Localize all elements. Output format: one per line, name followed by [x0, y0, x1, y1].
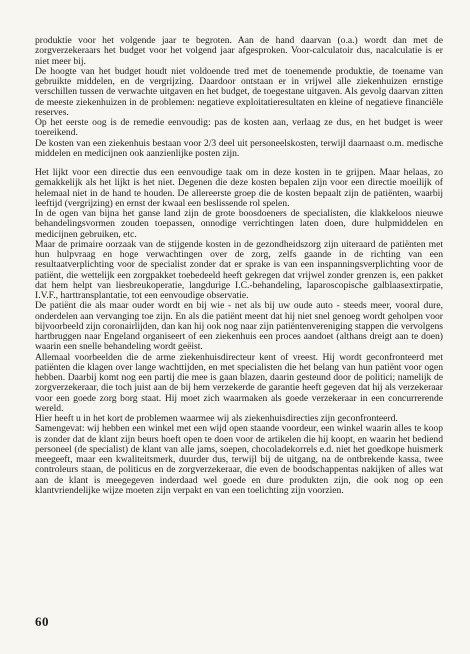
paragraph: De kosten van een ziekenhuis bestaan voor 2/3 deel uit personeelskosten, terwijl daarnaast o.m. medische middelen en medicijnen ook aanzienlijke posten zijn. [35, 137, 443, 159]
paragraph: Op het eerste oog is de remedie eenvoudig: pas de kosten aan, verlaag ze dus, en het budget is weer toereikend. [35, 117, 443, 139]
paragraph: De hoogte van het budget houdt niet voldoende tred met de toenemende produktie, de toename van gebruikte middelen, en de vergrijzing. Daardoor ontstaan er in vrijwel alle ziekenhuizen ernstige verschillen tussen de verwachte uitgaven en het budget, de toegestane uitgaven. Als gevolg daarvan zitten de meeste ziekenhuizen in de problemen: negatieve exploitatieresultaten en kleine of negatieve financiële reserves. [35, 65, 443, 118]
section-1 [35, 36, 443, 159]
paragraph: produktie voor het volgende jaar te begroten. Aan de hand daarvan (o.a.) wordt dan met de zorgverzekeraars het budget voor het volgend jaar afgesproken. Voor-calculatoir dus, nacalculatie is er niet meer bij. [35, 35, 443, 67]
page-number: 60 [35, 614, 49, 629]
paragraph: Allemaal voorbeelden die de arme ziekenhuisdirecteur kent of vreest. Hij wordt geconfronteerd met patiënten die klagen over lange wachttijden, en met specialisten die het belang van hun patiënt voor ogen hebben. Daarbij komt nog een partij die mee is gaan blazen, daarin gesteund door de politici; namelijk de zorgverzekeraar, die toch juist aan de bij hem verzekerde de garantie heeft gegeven dat hij als verzekeraar voor een goede zorg borg staat. Hij moet zich waarmaken als goede verzekeraar in een concurrerende wereld. [35, 351, 443, 414]
paragraph: Samengevat: wij hebben een winkel met een wijd open staande voordeur, een winkel waarin alles te koop is zonder dat de klant zijn beurs hoeft open te doen voor de artikelen die hij koopt, en waarin het bediend personeel (de specialist) de klant van alle jams, soepen, chocoladekorrels e.d. niet het goedkope huismerk meegeeft, maar een kwaliteitsmerk, duurder dus, terwijl bij de uitgang, na de ontbrekende kassa, twee controleurs staan, de politicus en de zorgverzekeraar, die even de boodschappentas nakijken of alles wat aan de klant is meegegeven inderdaad wel goede en dure produkten zijn, die ook nog op een klantvriendelijke wijze moeten zijn verpakt en van een toelichting zijn voorzien. [35, 423, 443, 496]
paragraph: In de ogen van bijna het ganse land zijn de grote boosdoeners de specialisten, die klakkeloos nieuwe behandelingsvormen zouden toepassen, onnodige verrichtingen laten doen, dure hulpmiddelen en medicijnen gebruiken, etc. [35, 208, 443, 240]
paragraph: Maar de primaire oorzaak van de stijgende kosten in de gezondheidszorg zijn uiteraard de patiënten met hun hulpvraag en hoge verwachtingen over de zorg, zelfs gaande in de richting van een resultaatverplichting voor de specialist zonder dat er sprake is van een inspanningsverplichting voor de patiënt, die wettelijk een zorgpakket toebedeeld heeft gekregen dat vrijwel zonder grenzen is, een pakket dat hem helpt van liesbreukoperatie, langdurige I.C.-behandeling, laparoscopische galblaasextirpatie, I.V.F., harttransplantatie, tot een eenvoudige observatie. [35, 238, 443, 301]
paragraph: Hier heeft u in het kort de problemen waarmee wij als ziekenhuisdirecties zijn geconfronteerd. [35, 413, 398, 424]
paragraph: Het lijkt voor een directie dus een eenvoudige taak om in deze kosten in te grijpen. Maar helaas, zo gemakkelijk als het lijkt is het niet. Degenen die deze kosten bepalen zijn voor een directie moeilijk of helemaal niet in de hand te houden. De allereerste groep die de kosten bepaalt zijn de patiënten, waarbij leeftijd (vergrijzing) en ernst der kwaal een beslissende rol spelen. [35, 167, 443, 209]
page-body [35, 36, 443, 496]
section-2 [35, 168, 443, 496]
paragraph: De patiënt die als maar ouder wordt en bij wie - net als bij uw oude auto - steeds meer, vooral dure, onderdelen aan vervanging toe zijn. En als die patiënt meent dat hij niet snel genoeg wordt geholpen voor bijvoorbeeld zijn coronairlijden, dan kan hij ook nog naar zijn patiëntenvereniging stappen die vervolgens hartbruggen naar Engeland organiseert of een ziekenhuis een proces aandoet (althans dreigt aan te doen) waarin een snelle behandeling wordt geëist. [35, 300, 443, 353]
